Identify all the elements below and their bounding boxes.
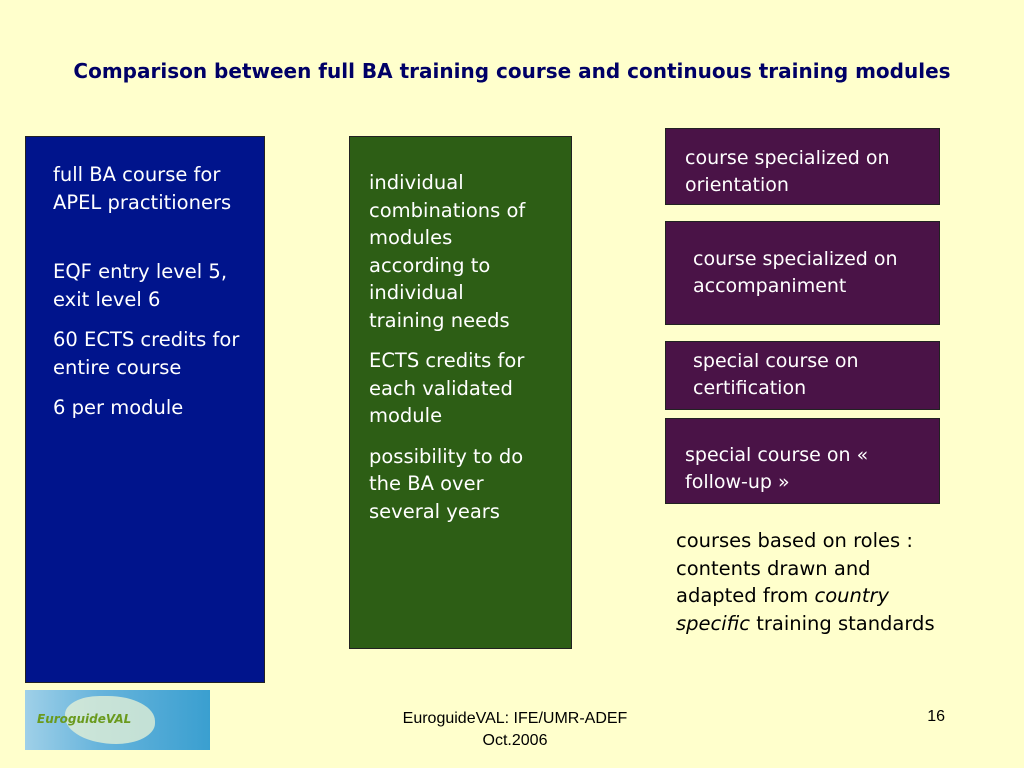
modules-duration-text: possibility to do the BA over several years: [369, 444, 524, 523]
special-course-box-orientation: [665, 128, 940, 205]
footer-line-2: Oct.2006: [482, 732, 548, 749]
full-ba-description: full BA course for APEL practitioners: [53, 163, 232, 214]
ects-credits-text: 60 ECTS credits for entire course: [53, 328, 240, 379]
per-module-text: 6 per module: [53, 396, 184, 419]
note-text-italic: country specific: [676, 584, 890, 635]
special-course-box-certification: [665, 341, 940, 410]
training-modules-box: [349, 136, 572, 649]
special-course-label: special course on certification: [693, 350, 859, 399]
special-course-label: special course on « follow-up »: [685, 444, 869, 493]
modules-combination-text: individual combinations of modules according to individual training needs: [369, 171, 526, 332]
slide-title: Comparison between full BA training course and continuous training modules: [73, 59, 951, 83]
eqf-levels-text: EQF entry level 5, exit level 6: [53, 260, 228, 311]
special-course-box-accompaniment: [665, 221, 940, 325]
note-text-end: training standards: [756, 611, 935, 635]
special-course-box-follow-up: [665, 418, 940, 504]
note-text-start: courses based on roles : contents drawn and adapted from: [676, 529, 913, 607]
page-number: 16: [927, 708, 945, 725]
special-course-label: course specialized on orientation: [685, 147, 890, 196]
modules-credits-text: ECTS credits for each validated module: [369, 349, 525, 427]
euroguideval-logo: [25, 690, 210, 750]
full-ba-course-box: [25, 136, 265, 683]
footer-line-1: EuroguideVAL: IFE/UMR-ADEF: [402, 710, 628, 727]
courses-note: [676, 527, 946, 637]
logo-brand-text: EuroguideVAL: [37, 712, 132, 726]
footer-source: [350, 708, 680, 752]
special-course-label: course specialized on accompaniment: [693, 248, 898, 297]
